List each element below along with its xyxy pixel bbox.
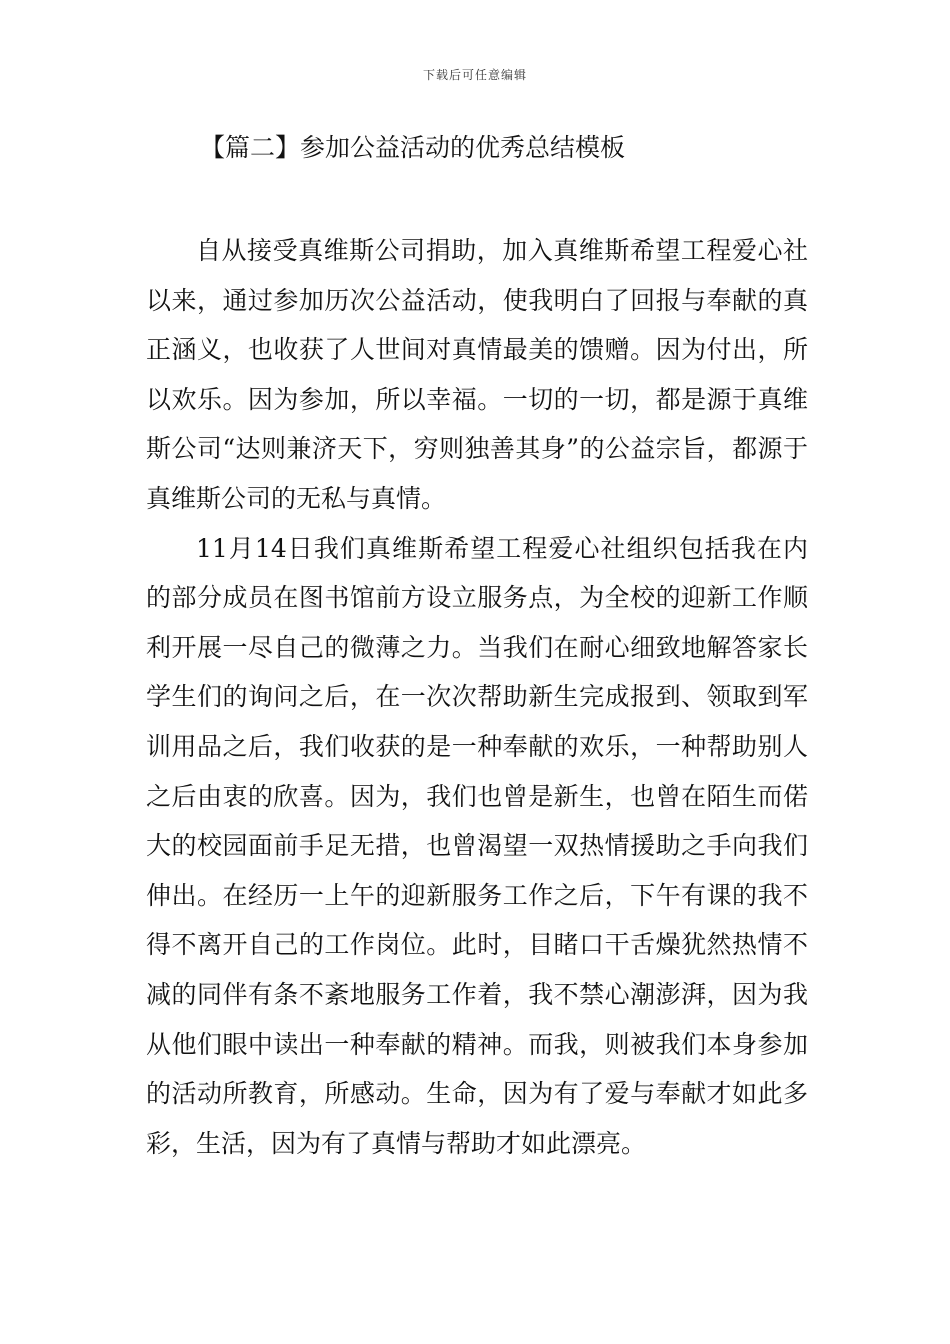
paragraph-1: 自从接受真维斯公司捐助，加入真维斯希望工程爱心社以来，通过参加历次公益活动，使我明白了回报与奉献的真正涵义，也收获了人世间对真情最美的馈赠。因为付出，所以欢乐。因为参加，所以幸福。一切的一切，都是源于真维斯公司“达则兼济天下，穷则独善其身”的公益宗旨，都源于真维斯公司的无私与真情。 xyxy=(146,236,808,513)
document-body xyxy=(146,226,808,1168)
document-title: 【篇二】参加公益活动的优秀总结模板 xyxy=(200,133,626,162)
paragraph-2: 11月14日我们真维斯希望工程爱心社组织包括我在内的部分成员在图书馆前方设立服务点，为全校的迎新工作顺利开展一尽自己的微薄之力。当我们在耐心细致地解答家长学生们的询问之后，在一次次帮助新生完成报到、领取到军训用品之后，我们收获的是一种奉献的欢乐，一种帮助别人之后由衷的欣喜。因为，我们也曾是新生，也曾在陌生而偌大的校园面前手足无措，也曾渴望一双热情援助之手向我们伸出。在经历一上午的迎新服务工作之后，下午有课的我不得不离开自己的工作岗位。此时，目睹口干舌燥犹然热情不减的同伴有条不紊地服务工作着，我不禁心潮澎湃，因为我从他们眼中读出一种奉献的精神。而我，则被我们本身参加的活动所教育，所感动。生命，因为有了爱与奉献才如此多彩，生活，因为有了真情与帮助才如此漂亮。 xyxy=(146,533,808,1158)
header-note: 下载后可任意编辑 xyxy=(422,68,527,82)
